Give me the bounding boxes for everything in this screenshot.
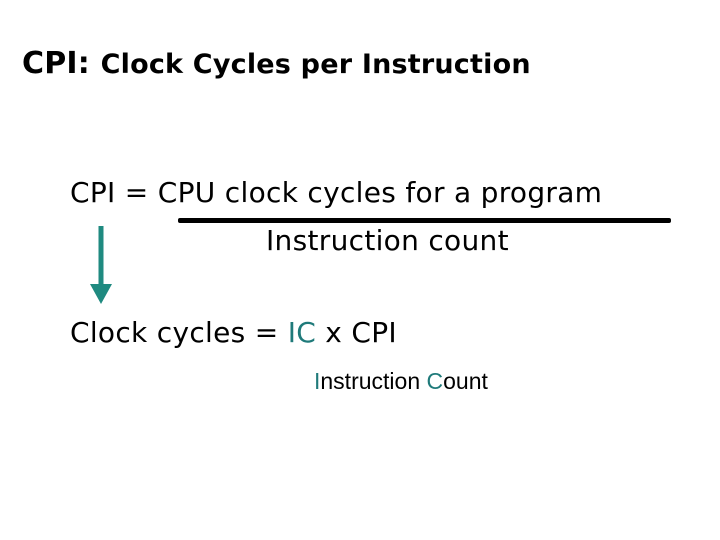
ic-expansion: [314, 368, 488, 395]
slide-title: [22, 46, 531, 81]
expansion-i-initial: I: [314, 368, 321, 394]
equation-lhs: Clock cycles =: [70, 316, 288, 349]
formula-numerator: CPU clock cycles for a program: [157, 176, 603, 209]
formula-denominator: Instruction count: [266, 224, 509, 257]
expansion-c-initial: C: [426, 368, 444, 394]
fraction-bar: [178, 218, 671, 223]
equation-rest: x CPI: [316, 316, 397, 349]
cpi-formula: [70, 176, 602, 209]
title-text: Clock Cycles per Instruction: [100, 49, 531, 80]
formula-lhs: CPI =: [70, 176, 158, 209]
title-prefix: CPI:: [22, 46, 90, 81]
down-arrow-icon: [88, 226, 114, 306]
equation-ic: IC: [287, 316, 317, 349]
expansion-i-rest: nstruction: [320, 368, 427, 394]
expansion-c-rest: ount: [443, 368, 488, 394]
clock-cycles-equation: [70, 316, 397, 349]
